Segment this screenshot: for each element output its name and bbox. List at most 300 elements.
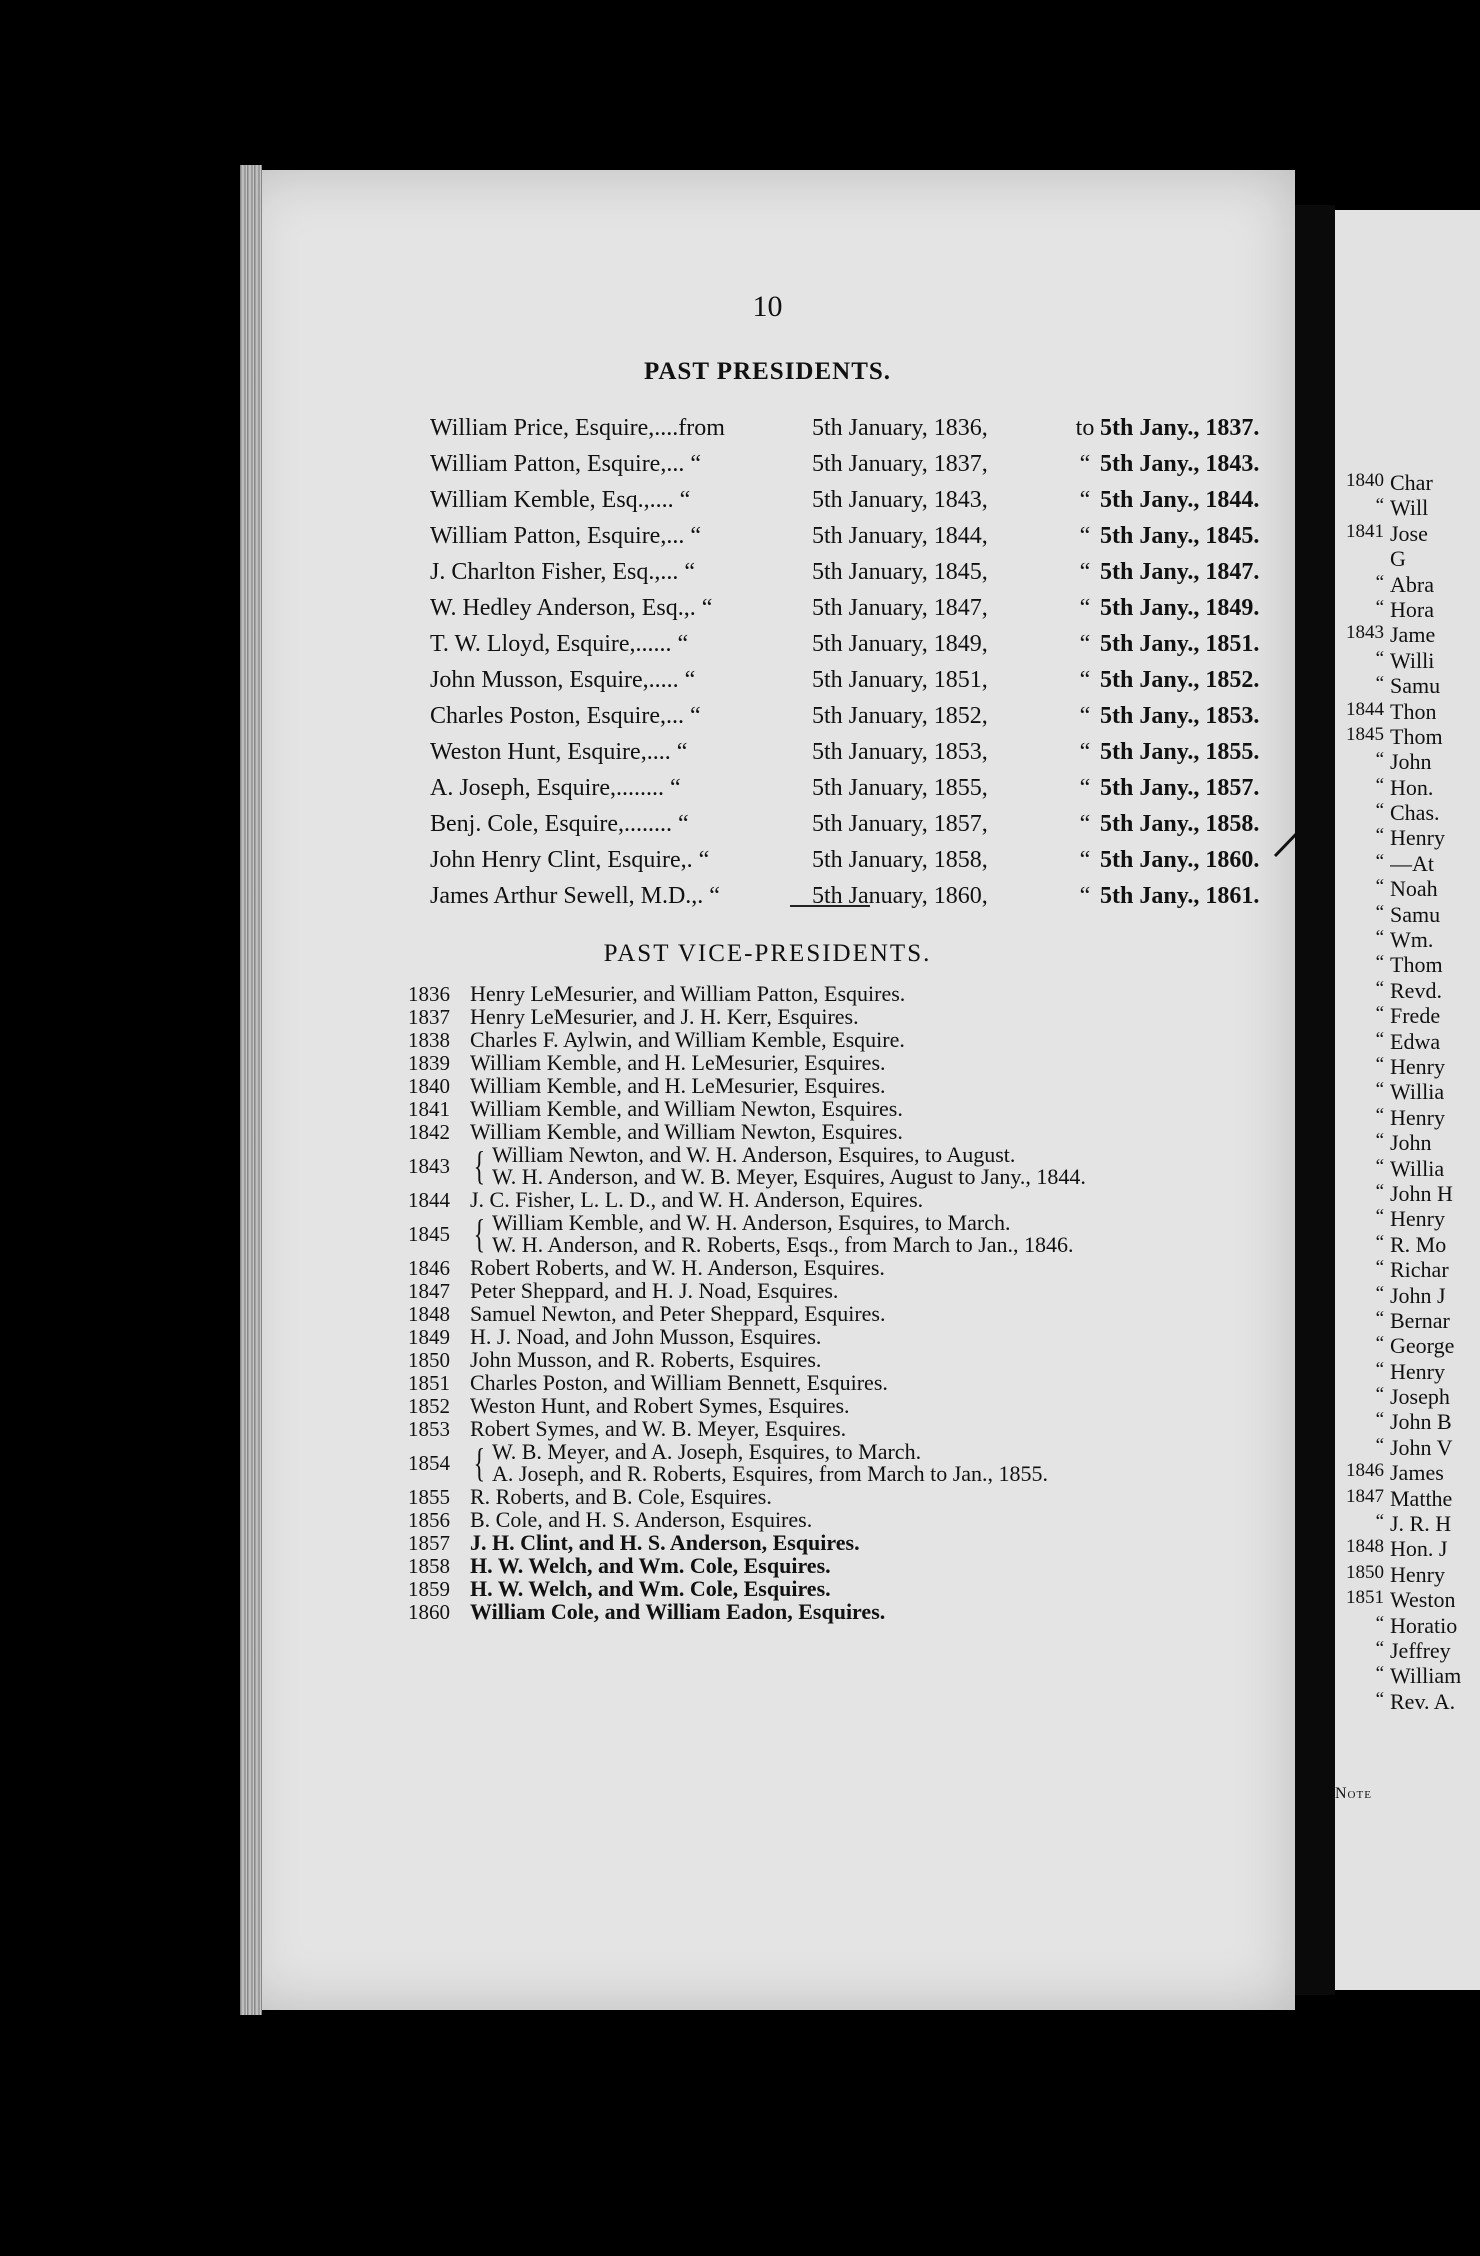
- president-row: [430, 667, 1280, 703]
- facing-text: Abra: [1390, 571, 1434, 597]
- president-row: [430, 775, 1280, 811]
- vp-names: [470, 1003, 859, 1029]
- facing-row: [1340, 673, 1480, 698]
- term-start: 5th January, 1844,: [812, 523, 988, 549]
- term-end: 5th Jany., 1858.: [1100, 811, 1260, 837]
- facing-year: “: [1375, 1637, 1384, 1659]
- brace-icon: {: [473, 1142, 486, 1188]
- facing-text: Char: [1390, 470, 1433, 495]
- facing-text: John: [1390, 749, 1432, 775]
- facing-text: Richar: [1390, 1257, 1449, 1283]
- facing-text: Jose: [1390, 520, 1428, 546]
- vp-names: [470, 1415, 847, 1441]
- facing-row: [1340, 1003, 1480, 1028]
- facing-year: “: [1375, 1104, 1384, 1126]
- vp-line: Henry LeMesurier, and William Patton, Esquires.: [470, 980, 906, 1006]
- facing-row: [1340, 1486, 1480, 1511]
- term-start: 5th January, 1837,: [812, 451, 988, 477]
- facing-year: “: [1375, 1434, 1384, 1456]
- term-start: 5th January, 1851,: [812, 667, 988, 693]
- facing-year: “: [1375, 1206, 1384, 1228]
- vp-line: Weston Hunt, and Robert Symes, Esquires.: [470, 1392, 850, 1418]
- facing-text: Henry: [1390, 1053, 1445, 1079]
- facing-text: William: [1390, 1663, 1462, 1689]
- facing-row: [1340, 546, 1480, 571]
- vice-president-row: [408, 1325, 1248, 1348]
- facing-text: Henry: [1390, 1358, 1445, 1384]
- facing-text: Horatio: [1390, 1612, 1458, 1638]
- vp-names: [470, 1369, 888, 1395]
- facing-year: “: [1375, 1358, 1384, 1380]
- president-row: [430, 811, 1280, 847]
- vp-line: H. W. Welch, and Wm. Cole, Esquires.: [470, 1575, 831, 1601]
- facing-year: 1846: [1346, 1460, 1384, 1482]
- vp-year: 1840: [408, 1073, 450, 1098]
- facing-text: Henry: [1390, 1206, 1445, 1232]
- facing-year: “: [1375, 1155, 1384, 1177]
- facing-row: [1340, 902, 1480, 927]
- past-vice-presidents-heading: PAST VICE-PRESIDENTS.: [603, 940, 932, 967]
- president-row: [430, 631, 1280, 667]
- past-presidents-heading: PAST PRESIDENTS.: [643, 358, 892, 385]
- facing-year: “: [1375, 774, 1384, 796]
- vice-president-row: [408, 1188, 1248, 1211]
- vice-president-row: [408, 1051, 1248, 1074]
- facing-year: “: [1375, 1663, 1384, 1685]
- facing-row: [1340, 1156, 1480, 1181]
- facing-page-note: Note: [1335, 1785, 1372, 1802]
- vp-names: [470, 1392, 850, 1418]
- vp-line: William Newton, and W. H. Anderson, Esquires, to August.: [492, 1141, 1016, 1167]
- president-name: J. Charlton Fisher, Esq.,... “: [430, 559, 696, 585]
- term-start: 5th January, 1852,: [812, 703, 988, 729]
- facing-text: —At: [1390, 850, 1434, 876]
- term-end: 5th Jany., 1853.: [1100, 703, 1260, 729]
- facing-row: [1340, 572, 1480, 597]
- facing-year: “: [1375, 1333, 1384, 1355]
- vice-president-row: [408, 1211, 1248, 1256]
- facing-text: John J: [1390, 1282, 1446, 1308]
- vp-year: 1851: [408, 1370, 450, 1395]
- page-number: 10: [752, 290, 783, 323]
- president-name: Benj. Cole, Esquire,........ “: [430, 811, 689, 837]
- vp-year: 1841: [408, 1096, 450, 1121]
- president-row: [430, 595, 1280, 631]
- facing-text: G: [1390, 546, 1406, 572]
- facing-text: Wm.: [1390, 927, 1434, 953]
- facing-year: “: [1375, 1180, 1384, 1202]
- vp-year: 1855: [408, 1484, 450, 1509]
- facing-text: J. R. H: [1390, 1511, 1452, 1537]
- term-end: 5th Jany., 1844.: [1100, 487, 1260, 513]
- facing-year: “: [1375, 1511, 1384, 1533]
- term-end: 5th Jany., 1851.: [1100, 631, 1260, 657]
- facing-year: “: [1375, 876, 1384, 898]
- facing-row: [1340, 1359, 1480, 1384]
- facing-row: [1340, 1409, 1480, 1434]
- vice-president-row: [408, 1028, 1248, 1051]
- term-end: 5th Jany., 1855.: [1100, 739, 1260, 765]
- vp-line: William Kemble, and H. LeMesurier, Esquires.: [470, 1049, 886, 1075]
- vp-year: 1847: [408, 1278, 450, 1303]
- facing-row: [1340, 1638, 1480, 1663]
- vice-president-row: [408, 1394, 1248, 1417]
- president-name: William Patton, Esquire,... “: [430, 523, 701, 549]
- term-start: 5th January, 1860,: [812, 883, 988, 909]
- facing-year: “: [1375, 596, 1384, 618]
- facing-text: Frede: [1390, 1003, 1441, 1029]
- vp-names: [470, 1552, 831, 1578]
- vp-names: [470, 1095, 903, 1121]
- vp-names: [470, 1072, 886, 1098]
- facing-row: [1340, 1283, 1480, 1308]
- vp-line: William Kemble, and William Newton, Esquires.: [470, 1095, 903, 1121]
- vp-names: [470, 1300, 886, 1326]
- vp-line: Robert Roberts, and W. H. Anderson, Esquires.: [470, 1254, 885, 1280]
- vice-president-row: [408, 1302, 1248, 1325]
- vice-president-row: [408, 1440, 1248, 1485]
- facing-text: Thon: [1390, 698, 1437, 724]
- vice-president-row: [408, 1577, 1248, 1600]
- facing-row: [1340, 1384, 1480, 1409]
- facing-row: [1340, 1257, 1480, 1282]
- president-name: Charles Poston, Esquire,... “: [430, 703, 701, 729]
- facing-row: [1340, 927, 1480, 952]
- vice-president-row: [408, 1097, 1248, 1120]
- facing-year: “: [1375, 647, 1384, 669]
- facing-year: “: [1375, 1409, 1384, 1431]
- term-connector: “: [1079, 667, 1091, 693]
- vp-year: 1858: [408, 1553, 450, 1578]
- term-connector: “: [1079, 883, 1091, 909]
- facing-row: [1340, 724, 1480, 749]
- facing-row: [1340, 1308, 1480, 1333]
- facing-row: [1340, 699, 1480, 724]
- term-connector: “: [1079, 775, 1091, 801]
- facing-row: [1340, 876, 1480, 901]
- vice-president-row: [408, 1120, 1248, 1143]
- president-row: [430, 559, 1280, 595]
- past-presidents-list: [430, 415, 1280, 919]
- vp-year: 1850: [408, 1347, 450, 1372]
- vp-line: William Cole, and William Eadon, Esquires.: [470, 1598, 886, 1624]
- book-gutter: [1295, 205, 1335, 1995]
- vp-line: W. H. Anderson, and W. B. Meyer, Esquires, August to Jany., 1844.: [492, 1163, 1086, 1189]
- facing-text: Hora: [1390, 596, 1434, 622]
- facing-text: George: [1390, 1333, 1455, 1359]
- past-vice-presidents-list: [408, 982, 1248, 1623]
- facing-row: [1340, 1689, 1480, 1714]
- facing-text: Rev. A.: [1390, 1688, 1456, 1714]
- facing-text: Hon.: [1390, 774, 1434, 800]
- facing-year: 1840: [1346, 470, 1384, 491]
- facing-year: “: [1375, 1257, 1384, 1279]
- facing-text: Henry: [1390, 1561, 1445, 1587]
- vp-year: 1848: [408, 1301, 450, 1326]
- facing-text: Willi: [1390, 647, 1435, 673]
- term-connector: “: [1079, 847, 1091, 873]
- vp-names: [470, 1254, 885, 1280]
- vice-president-row: [408, 1600, 1248, 1623]
- facing-text: Edwa: [1390, 1028, 1441, 1054]
- facing-year: [1340, 546, 1390, 571]
- left-page: [240, 170, 1295, 2010]
- vp-year: 1853: [408, 1416, 450, 1441]
- facing-row: [1340, 1232, 1480, 1257]
- facing-year: 1845: [1346, 723, 1384, 745]
- facing-row: [1340, 800, 1480, 825]
- term-connector: “: [1079, 739, 1091, 765]
- vp-line: Samuel Newton, and Peter Sheppard, Esquires.: [470, 1300, 886, 1326]
- vp-line: John Musson, and R. Roberts, Esquires.: [470, 1346, 822, 1372]
- vice-president-row: [408, 1554, 1248, 1577]
- facing-year: “: [1375, 901, 1384, 923]
- facing-year: “: [1375, 1307, 1384, 1329]
- president-row: [430, 523, 1280, 559]
- facing-year: “: [1375, 495, 1384, 517]
- vp-year: 1836: [408, 981, 450, 1006]
- facing-year: “: [1375, 1053, 1384, 1075]
- vp-names: [470, 1118, 903, 1144]
- term-start: 5th January, 1853,: [812, 739, 988, 765]
- term-end: 5th Jany., 1860.: [1100, 847, 1260, 873]
- facing-row: [1340, 495, 1480, 520]
- facing-text: Thom: [1390, 952, 1443, 978]
- facing-text: John B: [1390, 1409, 1452, 1435]
- vp-names: [470, 1026, 905, 1052]
- vp-names: [470, 1575, 831, 1601]
- facing-text: Thom: [1390, 723, 1443, 749]
- vp-names: [470, 1346, 822, 1372]
- vp-names: [470, 1277, 839, 1303]
- vp-year: 1856: [408, 1507, 450, 1532]
- facing-text: Jeffrey: [1390, 1637, 1451, 1663]
- term-start: 5th January, 1847,: [812, 595, 988, 621]
- facing-row: [1340, 749, 1480, 774]
- facing-row: [1340, 775, 1480, 800]
- vp-line: R. Roberts, and B. Cole, Esquires.: [470, 1483, 772, 1509]
- facing-text: Henry: [1390, 1104, 1445, 1130]
- vp-year: 1842: [408, 1119, 450, 1144]
- facing-text: Matthe: [1390, 1485, 1453, 1511]
- term-connector: “: [1079, 703, 1091, 729]
- facing-text: John V: [1390, 1434, 1453, 1460]
- section-divider: [790, 905, 870, 907]
- president-name: A. Joseph, Esquire,........ “: [430, 775, 681, 801]
- facing-text: Noah: [1390, 876, 1438, 902]
- vp-year: 1843: [408, 1153, 450, 1178]
- facing-row: [1340, 1054, 1480, 1079]
- facing-row: [1340, 1587, 1480, 1612]
- term-connector: “: [1079, 559, 1091, 585]
- facing-row: [1340, 851, 1480, 876]
- facing-year: “: [1375, 927, 1384, 949]
- vp-line: B. Cole, and H. S. Anderson, Esquires.: [470, 1506, 813, 1532]
- vp-line: Peter Sheppard, and H. J. Noad, Esquires.: [470, 1277, 839, 1303]
- vp-names: [470, 980, 906, 1006]
- term-start: 5th January, 1836,: [812, 415, 988, 441]
- vice-president-row: [408, 1143, 1248, 1188]
- page-edge: [240, 165, 262, 2015]
- vp-line: A. Joseph, and R. Roberts, Esquires, from March to Jan., 1855.: [492, 1460, 1049, 1486]
- vp-year: 1852: [408, 1393, 450, 1418]
- term-end: 5th Jany., 1861.: [1100, 883, 1260, 909]
- facing-text: Bernar: [1390, 1307, 1450, 1333]
- brace-icon: {: [473, 1210, 486, 1256]
- facing-row: [1340, 521, 1480, 546]
- term-start: 5th January, 1858,: [812, 847, 988, 873]
- term-end: 5th Jany., 1837.: [1100, 415, 1260, 441]
- vp-names: [492, 1209, 1074, 1257]
- vp-names: [470, 1049, 886, 1075]
- facing-year: “: [1375, 800, 1384, 822]
- facing-text: Will: [1390, 495, 1429, 521]
- facing-row: [1340, 597, 1480, 622]
- facing-year: 1843: [1346, 622, 1384, 644]
- president-name: William Kemble, Esq.,.... “: [430, 487, 691, 513]
- facing-year: “: [1375, 825, 1384, 847]
- facing-row: [1340, 952, 1480, 977]
- vp-year: 1845: [408, 1221, 450, 1246]
- vice-president-row: [408, 1531, 1248, 1554]
- facing-year: “: [1375, 1384, 1384, 1406]
- facing-year: 1841: [1346, 520, 1384, 542]
- vice-president-row: [408, 1256, 1248, 1279]
- brace-icon: {: [473, 1439, 486, 1485]
- president-name: William Price, Esquire,....from: [430, 415, 725, 441]
- term-connector: “: [1079, 631, 1091, 657]
- vp-year: 1837: [408, 1004, 450, 1029]
- president-name: T. W. Lloyd, Esquire,...... “: [430, 631, 689, 657]
- facing-year: 1851: [1346, 1587, 1384, 1609]
- term-start: 5th January, 1855,: [812, 775, 988, 801]
- facing-row: [1340, 648, 1480, 673]
- facing-row: [1340, 1206, 1480, 1231]
- facing-row: [1340, 825, 1480, 850]
- vp-year: 1854: [408, 1450, 450, 1475]
- vice-president-row: [408, 1508, 1248, 1531]
- vp-line: Charles Poston, and William Bennett, Esquires.: [470, 1369, 888, 1395]
- term-end: 5th Jany., 1847.: [1100, 559, 1260, 585]
- vice-president-row: [408, 1485, 1248, 1508]
- term-start: 5th January, 1845,: [812, 559, 988, 585]
- facing-row: [1340, 1536, 1480, 1561]
- president-name: W. Hedley Anderson, Esq.,. “: [430, 595, 713, 621]
- facing-text: Samu: [1390, 673, 1441, 699]
- vice-president-row: [408, 1279, 1248, 1302]
- term-end: 5th Jany., 1845.: [1100, 523, 1260, 549]
- vp-line: William Kemble, and H. LeMesurier, Esquires.: [470, 1072, 886, 1098]
- facing-row: [1340, 1460, 1480, 1485]
- facing-text: Jame: [1390, 622, 1436, 648]
- facing-text: Revd.: [1390, 977, 1442, 1003]
- facing-year: “: [1375, 977, 1384, 999]
- term-connector: “: [1079, 523, 1091, 549]
- facing-year: “: [1375, 1612, 1384, 1634]
- facing-text: R. Mo: [1390, 1231, 1447, 1257]
- vp-line: W. H. Anderson, and R. Roberts, Esqs., from March to Jan., 1846.: [492, 1231, 1074, 1257]
- vp-line: Robert Symes, and W. B. Meyer, Esquires.: [470, 1415, 847, 1441]
- facing-year: 1844: [1346, 698, 1384, 720]
- vp-names: [470, 1598, 886, 1624]
- president-row: [430, 739, 1280, 775]
- president-name: William Patton, Esquire,... “: [430, 451, 701, 477]
- vp-names: [470, 1529, 860, 1555]
- president-row: [430, 487, 1280, 523]
- facing-text: John: [1390, 1130, 1432, 1156]
- vp-year: 1844: [408, 1187, 450, 1212]
- vp-names: [470, 1186, 924, 1212]
- facing-row: [1340, 1181, 1480, 1206]
- vp-line: W. B. Meyer, and A. Joseph, Esquires, to March.: [492, 1438, 922, 1464]
- president-row: [430, 703, 1280, 739]
- facing-text: Weston: [1390, 1587, 1456, 1613]
- term-connector: “: [1079, 487, 1091, 513]
- vp-names: [492, 1141, 1086, 1189]
- vice-president-row: [408, 1371, 1248, 1394]
- vice-president-row: [408, 1417, 1248, 1440]
- facing-row: [1340, 1079, 1480, 1104]
- facing-row: [1340, 1511, 1480, 1536]
- president-row: [430, 415, 1280, 451]
- term-start: 5th January, 1843,: [812, 487, 988, 513]
- facing-row: [1340, 1333, 1480, 1358]
- facing-year: “: [1375, 1688, 1384, 1710]
- facing-text: Joseph: [1390, 1384, 1450, 1410]
- vp-names: [470, 1506, 813, 1532]
- vp-line: J. H. Clint, and H. S. Anderson, Esquires.: [470, 1529, 860, 1555]
- vice-president-row: [408, 982, 1248, 1005]
- facing-year: “: [1375, 1003, 1384, 1025]
- vp-names: [492, 1438, 1049, 1486]
- facing-year: “: [1375, 1282, 1384, 1304]
- vp-year: 1846: [408, 1255, 450, 1280]
- term-connector: “: [1079, 811, 1091, 837]
- facing-text: Hon. J: [1390, 1536, 1448, 1562]
- vp-names: [470, 1323, 822, 1349]
- vp-year: 1859: [408, 1576, 450, 1601]
- vp-line: H. J. Noad, and John Musson, Esquires.: [470, 1323, 822, 1349]
- term-end: 5th Jany., 1852.: [1100, 667, 1260, 693]
- term-connector: “: [1079, 451, 1091, 477]
- vp-line: Charles F. Aylwin, and William Kemble, Esquire.: [470, 1026, 905, 1052]
- facing-row: [1340, 1562, 1480, 1587]
- facing-text: Willia: [1390, 1155, 1445, 1181]
- facing-year: “: [1375, 1079, 1384, 1101]
- facing-row: [1340, 1435, 1480, 1460]
- term-end: 5th Jany., 1849.: [1100, 595, 1260, 621]
- facing-row: [1340, 1105, 1480, 1130]
- facing-year: 1848: [1346, 1536, 1384, 1558]
- president-row: [430, 883, 1280, 919]
- facing-row: [1340, 1130, 1480, 1155]
- facing-row: [1340, 1613, 1480, 1638]
- facing-text: Willia: [1390, 1079, 1445, 1105]
- president-name: John Henry Clint, Esquire,. “: [430, 847, 710, 873]
- president-row: [430, 847, 1280, 883]
- vice-president-row: [408, 1348, 1248, 1371]
- facing-text: Samu: [1390, 901, 1441, 927]
- facing-row: [1340, 1029, 1480, 1054]
- term-end: 5th Jany., 1857.: [1100, 775, 1260, 801]
- facing-row: [1340, 978, 1480, 1003]
- president-name: John Musson, Esquire,..... “: [430, 667, 696, 693]
- vp-year: 1839: [408, 1050, 450, 1075]
- vp-line: J. C. Fisher, L. L. D., and W. H. Anderson, Equires.: [470, 1186, 924, 1212]
- vp-year: 1860: [408, 1599, 450, 1624]
- facing-text: Chas.: [1390, 800, 1440, 826]
- facing-year: “: [1375, 1231, 1384, 1253]
